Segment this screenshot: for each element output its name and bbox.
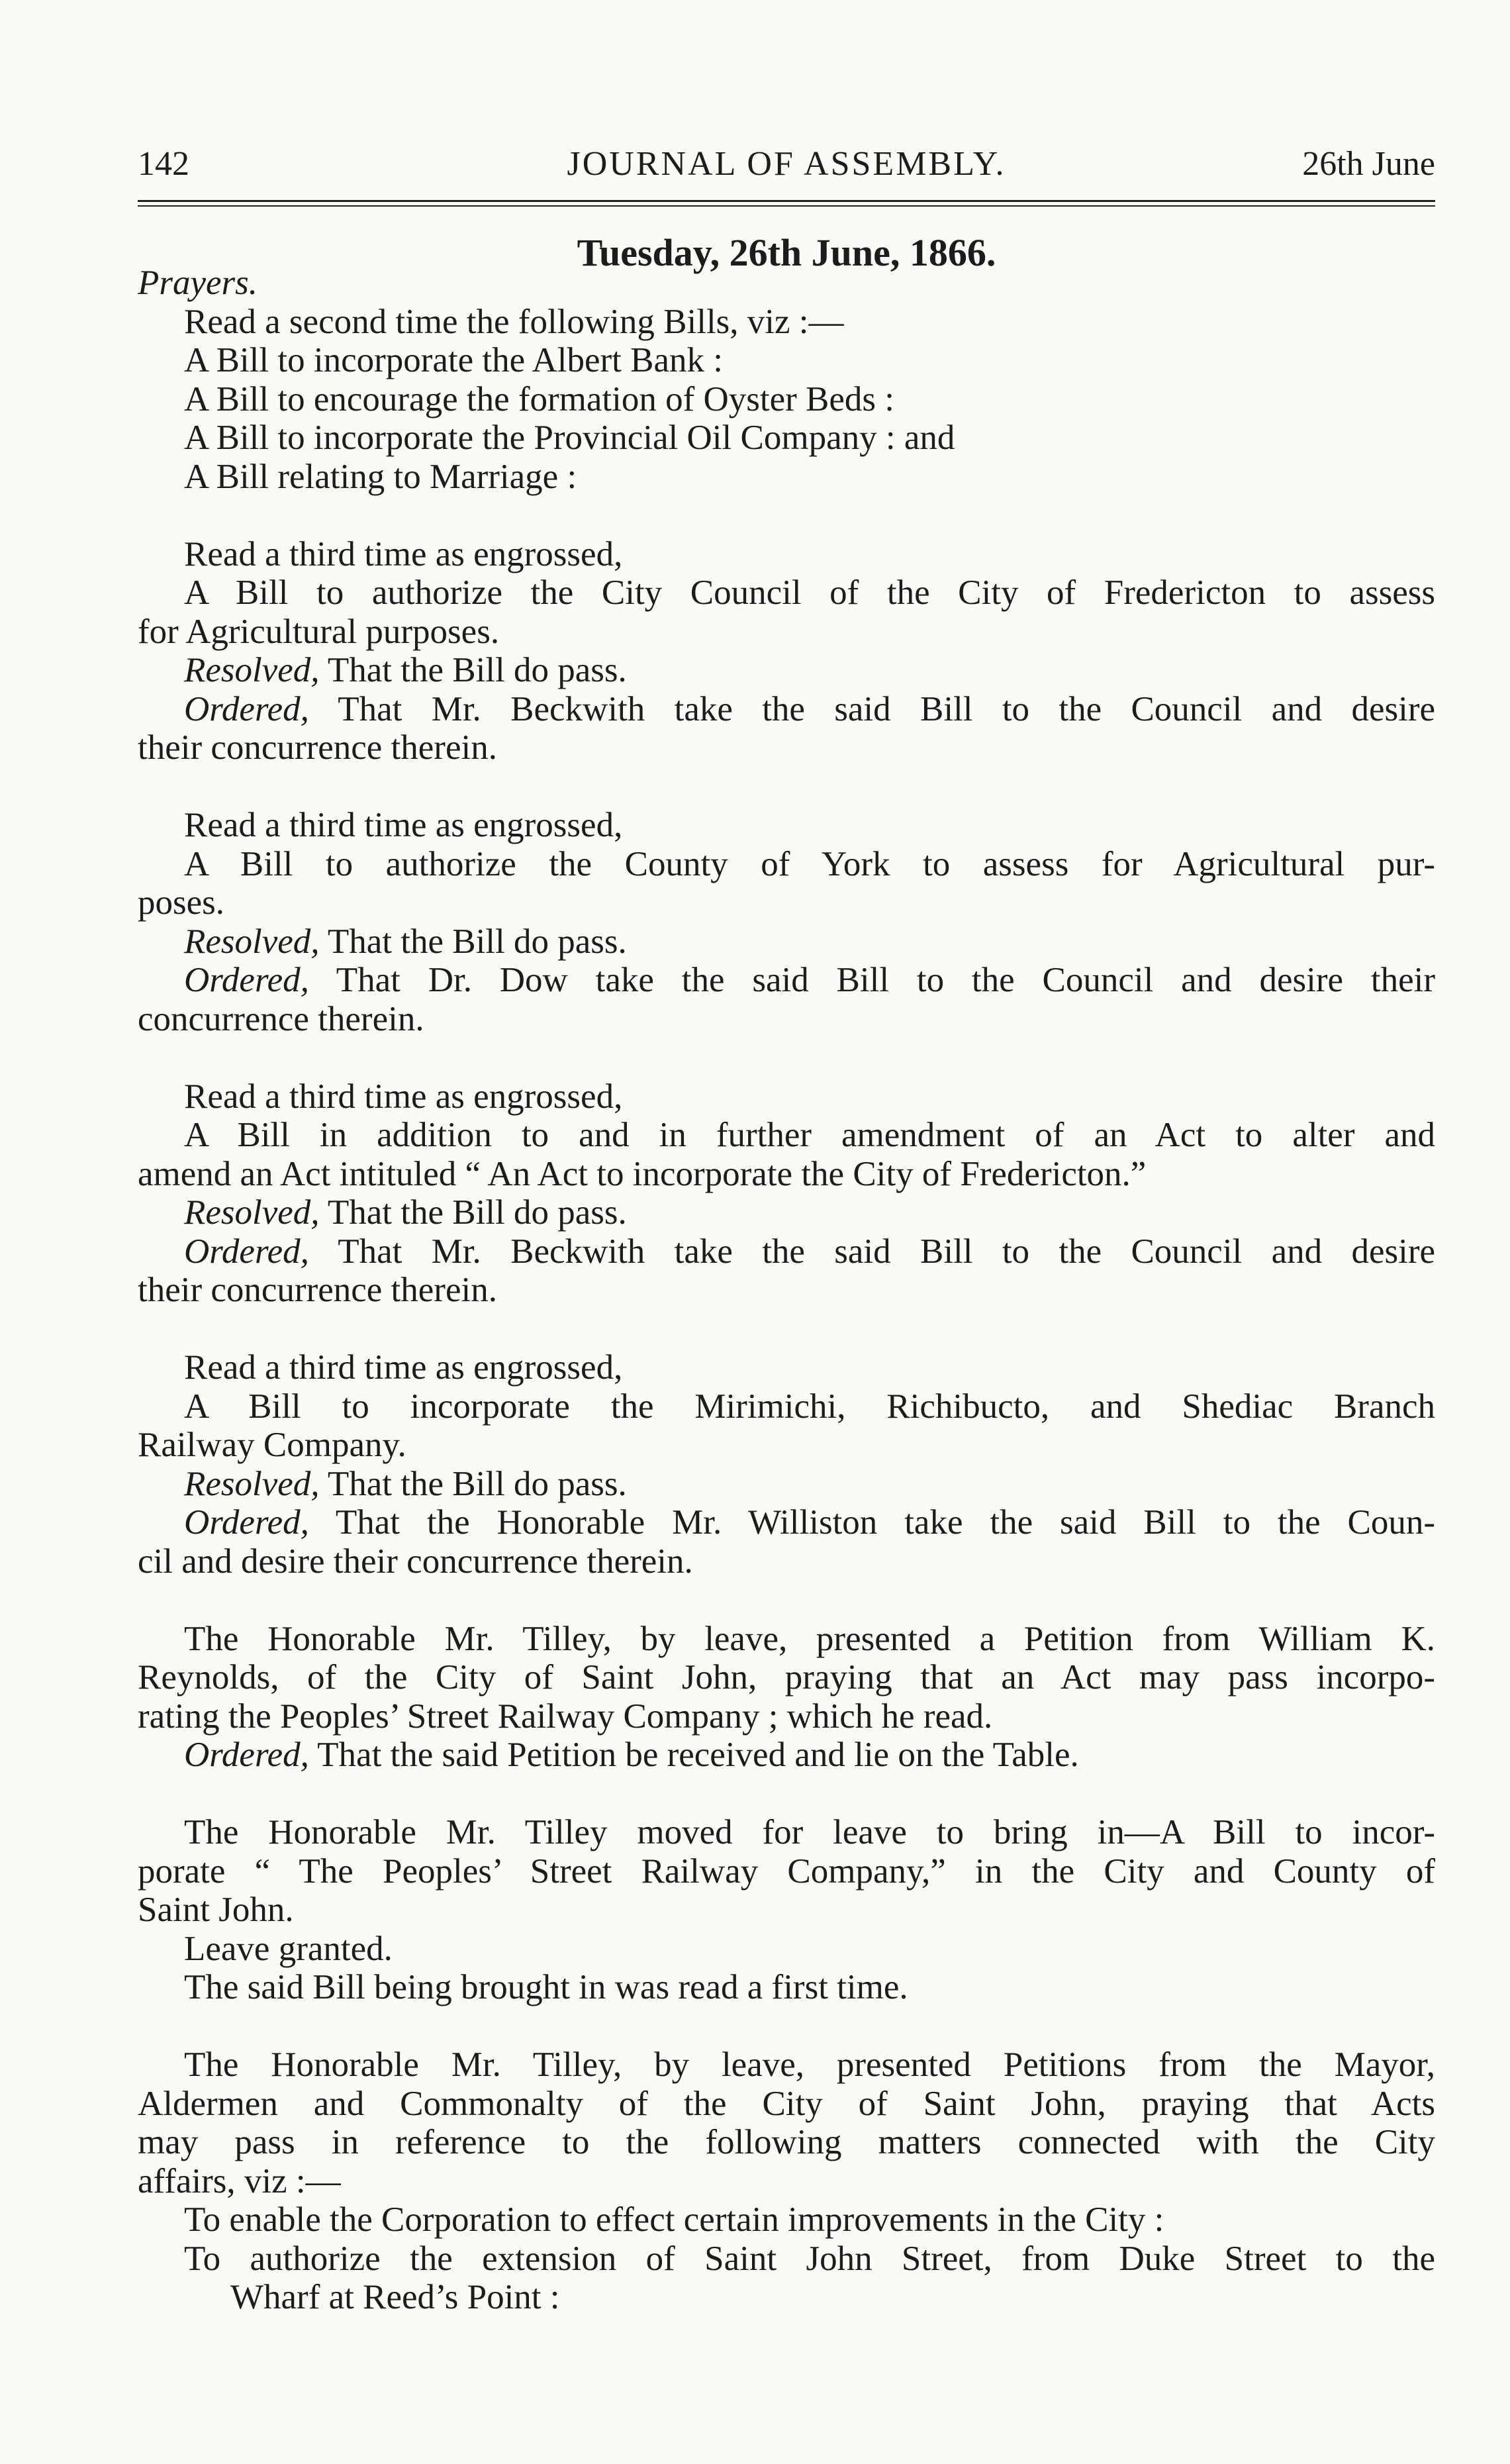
text-line <box>138 1465 1435 1504</box>
text-line: Wharf at Reed’s Point : <box>230 2278 560 2316</box>
text-line: The Honorable Mr. Tilley, by leave, presented Petitions from the Mayor, <box>184 2045 1435 2084</box>
text-line: The said Bill being brought in was read a first time. <box>184 1968 908 2006</box>
italic-lead: Resolved, <box>184 651 320 689</box>
text-line: The Honorable Mr. Tilley moved for leave to bring in—A Bill to incor- <box>184 1813 1435 1851</box>
proceedings-text <box>138 264 1435 2317</box>
italic-lead: Ordered, <box>184 961 309 999</box>
text-line <box>138 922 1435 961</box>
text-line <box>138 1232 1435 1271</box>
text-line: their concurrence therein. <box>138 1271 497 1309</box>
text-line: A Bill to authorize the City Council of the City of Fredericton to assess <box>184 573 1435 612</box>
text-line: Aldermen and Commonalty of the City of Saint John, praying that Acts <box>138 2084 1435 2123</box>
text-line: To enable the Corporation to effect certain improvements in the City : <box>184 2200 1164 2239</box>
running-date: 26th June <box>1302 145 1435 183</box>
line-text: That Mr. Beckwith take the said Bill to the Council and desire <box>308 689 1435 728</box>
italic-lead: Resolved, <box>184 922 320 961</box>
line-text: That the Bill do pass. <box>319 1193 627 1232</box>
text-line: Reynolds, of the City of Saint John, praying that an Act may pass incorpo- <box>138 1658 1435 1697</box>
italic-lead: Resolved, <box>184 1193 320 1232</box>
running-header <box>138 144 1435 184</box>
text-line: rating the Peoples’ Street Railway Company ; which he read. <box>138 1697 993 1736</box>
paragraph-gap <box>138 767 1435 807</box>
text-line <box>138 651 1435 690</box>
text-line: for Agricultural purposes. <box>138 612 500 651</box>
text-line: their concurrence therein. <box>138 728 497 767</box>
paragraph-gap <box>138 1581 1435 1620</box>
italic-lead: Ordered, <box>184 689 309 728</box>
italic-lead: Ordered, <box>184 1232 309 1271</box>
text-line: To authorize the extension of Saint John Street, from Duke Street to the <box>184 2239 1435 2278</box>
italic-lead: Ordered, <box>184 1736 309 1774</box>
text-line: affairs, viz :— <box>138 2161 341 2200</box>
session-date-heading: Tuesday, 26th June, 1866. <box>577 231 996 274</box>
text-line: Leave granted. <box>184 1929 393 1968</box>
paragraph-gap <box>138 1310 1435 1349</box>
text-line: cil and desire their concurrence therein. <box>138 1542 693 1581</box>
line-text: That the Honorable Mr. Williston take the said Bill to the Coun- <box>308 1503 1435 1542</box>
text-line: A Bill to incorporate the Provincial Oil Company : and <box>184 419 955 457</box>
journal-title: JOURNAL OF ASSEMBLY. <box>567 145 1006 183</box>
text-line: amend an Act intituled “ An Act to incorporate the City of Fredericton.” <box>138 1154 1147 1193</box>
text-line: Read a third time as engrossed, <box>184 806 623 844</box>
text-line: Read a third time as engrossed, <box>184 1077 623 1116</box>
text-line: A Bill relating to Marriage : <box>184 457 577 496</box>
text-line: A Bill to incorporate the Mirimichi, Richibucto, and Shediac Branch <box>184 1387 1435 1426</box>
line-text: That the said Petition be received and lie on the Table. <box>308 1736 1079 1774</box>
text-line: may pass in reference to the following matters connected with the City <box>138 2123 1435 2161</box>
header-rule <box>138 200 1435 202</box>
page-number: 142 <box>138 145 189 183</box>
text-line: Railway Company. <box>138 1426 406 1464</box>
paragraph-gap <box>138 496 1435 535</box>
line-text: That the Bill do pass. <box>319 922 627 961</box>
text-line: Read a third time as engrossed, <box>184 534 623 573</box>
italic-lead: Prayers. <box>138 264 258 302</box>
paragraph-gap <box>138 1038 1435 1077</box>
text-line <box>138 690 1435 729</box>
text-line: concurrence therein. <box>138 999 424 1038</box>
paragraph-gap <box>138 1775 1435 1814</box>
header-rule-secondary <box>138 205 1435 207</box>
text-line <box>138 1193 1435 1232</box>
text-line: Read a third time as engrossed, <box>184 1348 623 1387</box>
line-text: That Dr. Dow take the said Bill to the Council and desire their <box>308 961 1435 999</box>
line-text: That the Bill do pass. <box>319 1464 627 1503</box>
text-line: Saint John. <box>138 1891 294 1929</box>
italic-lead: Ordered, <box>184 1503 309 1542</box>
text-line: A Bill to authorize the County of York to assess for Agricultural pur- <box>184 844 1435 883</box>
text-line <box>138 961 1435 1000</box>
text-line: A Bill to encourage the formation of Oyster Beds : <box>184 379 895 419</box>
text-line: A Bill in addition to and in further amendment of an Act to alter and <box>184 1116 1435 1154</box>
text-line: Read a second time the following Bills, viz :— <box>184 302 844 341</box>
text-line: poses. <box>138 883 225 922</box>
paragraph-gap <box>138 2007 1435 2046</box>
text-line: porate “ The Peoples’ Street Railway Company,” in the City and County of <box>138 1851 1435 1891</box>
text-line <box>138 1503 1435 1542</box>
line-text: That Mr. Beckwith take the said Bill to the Council and desire <box>308 1232 1435 1271</box>
text-line: A Bill to incorporate the Albert Bank : <box>184 341 723 379</box>
text-line <box>138 1736 1435 1775</box>
text-line <box>138 264 1435 303</box>
text-line: The Honorable Mr. Tilley, by leave, presented a Petition from William K. <box>184 1619 1435 1658</box>
line-text: That the Bill do pass. <box>319 651 627 689</box>
italic-lead: Resolved, <box>184 1464 320 1503</box>
